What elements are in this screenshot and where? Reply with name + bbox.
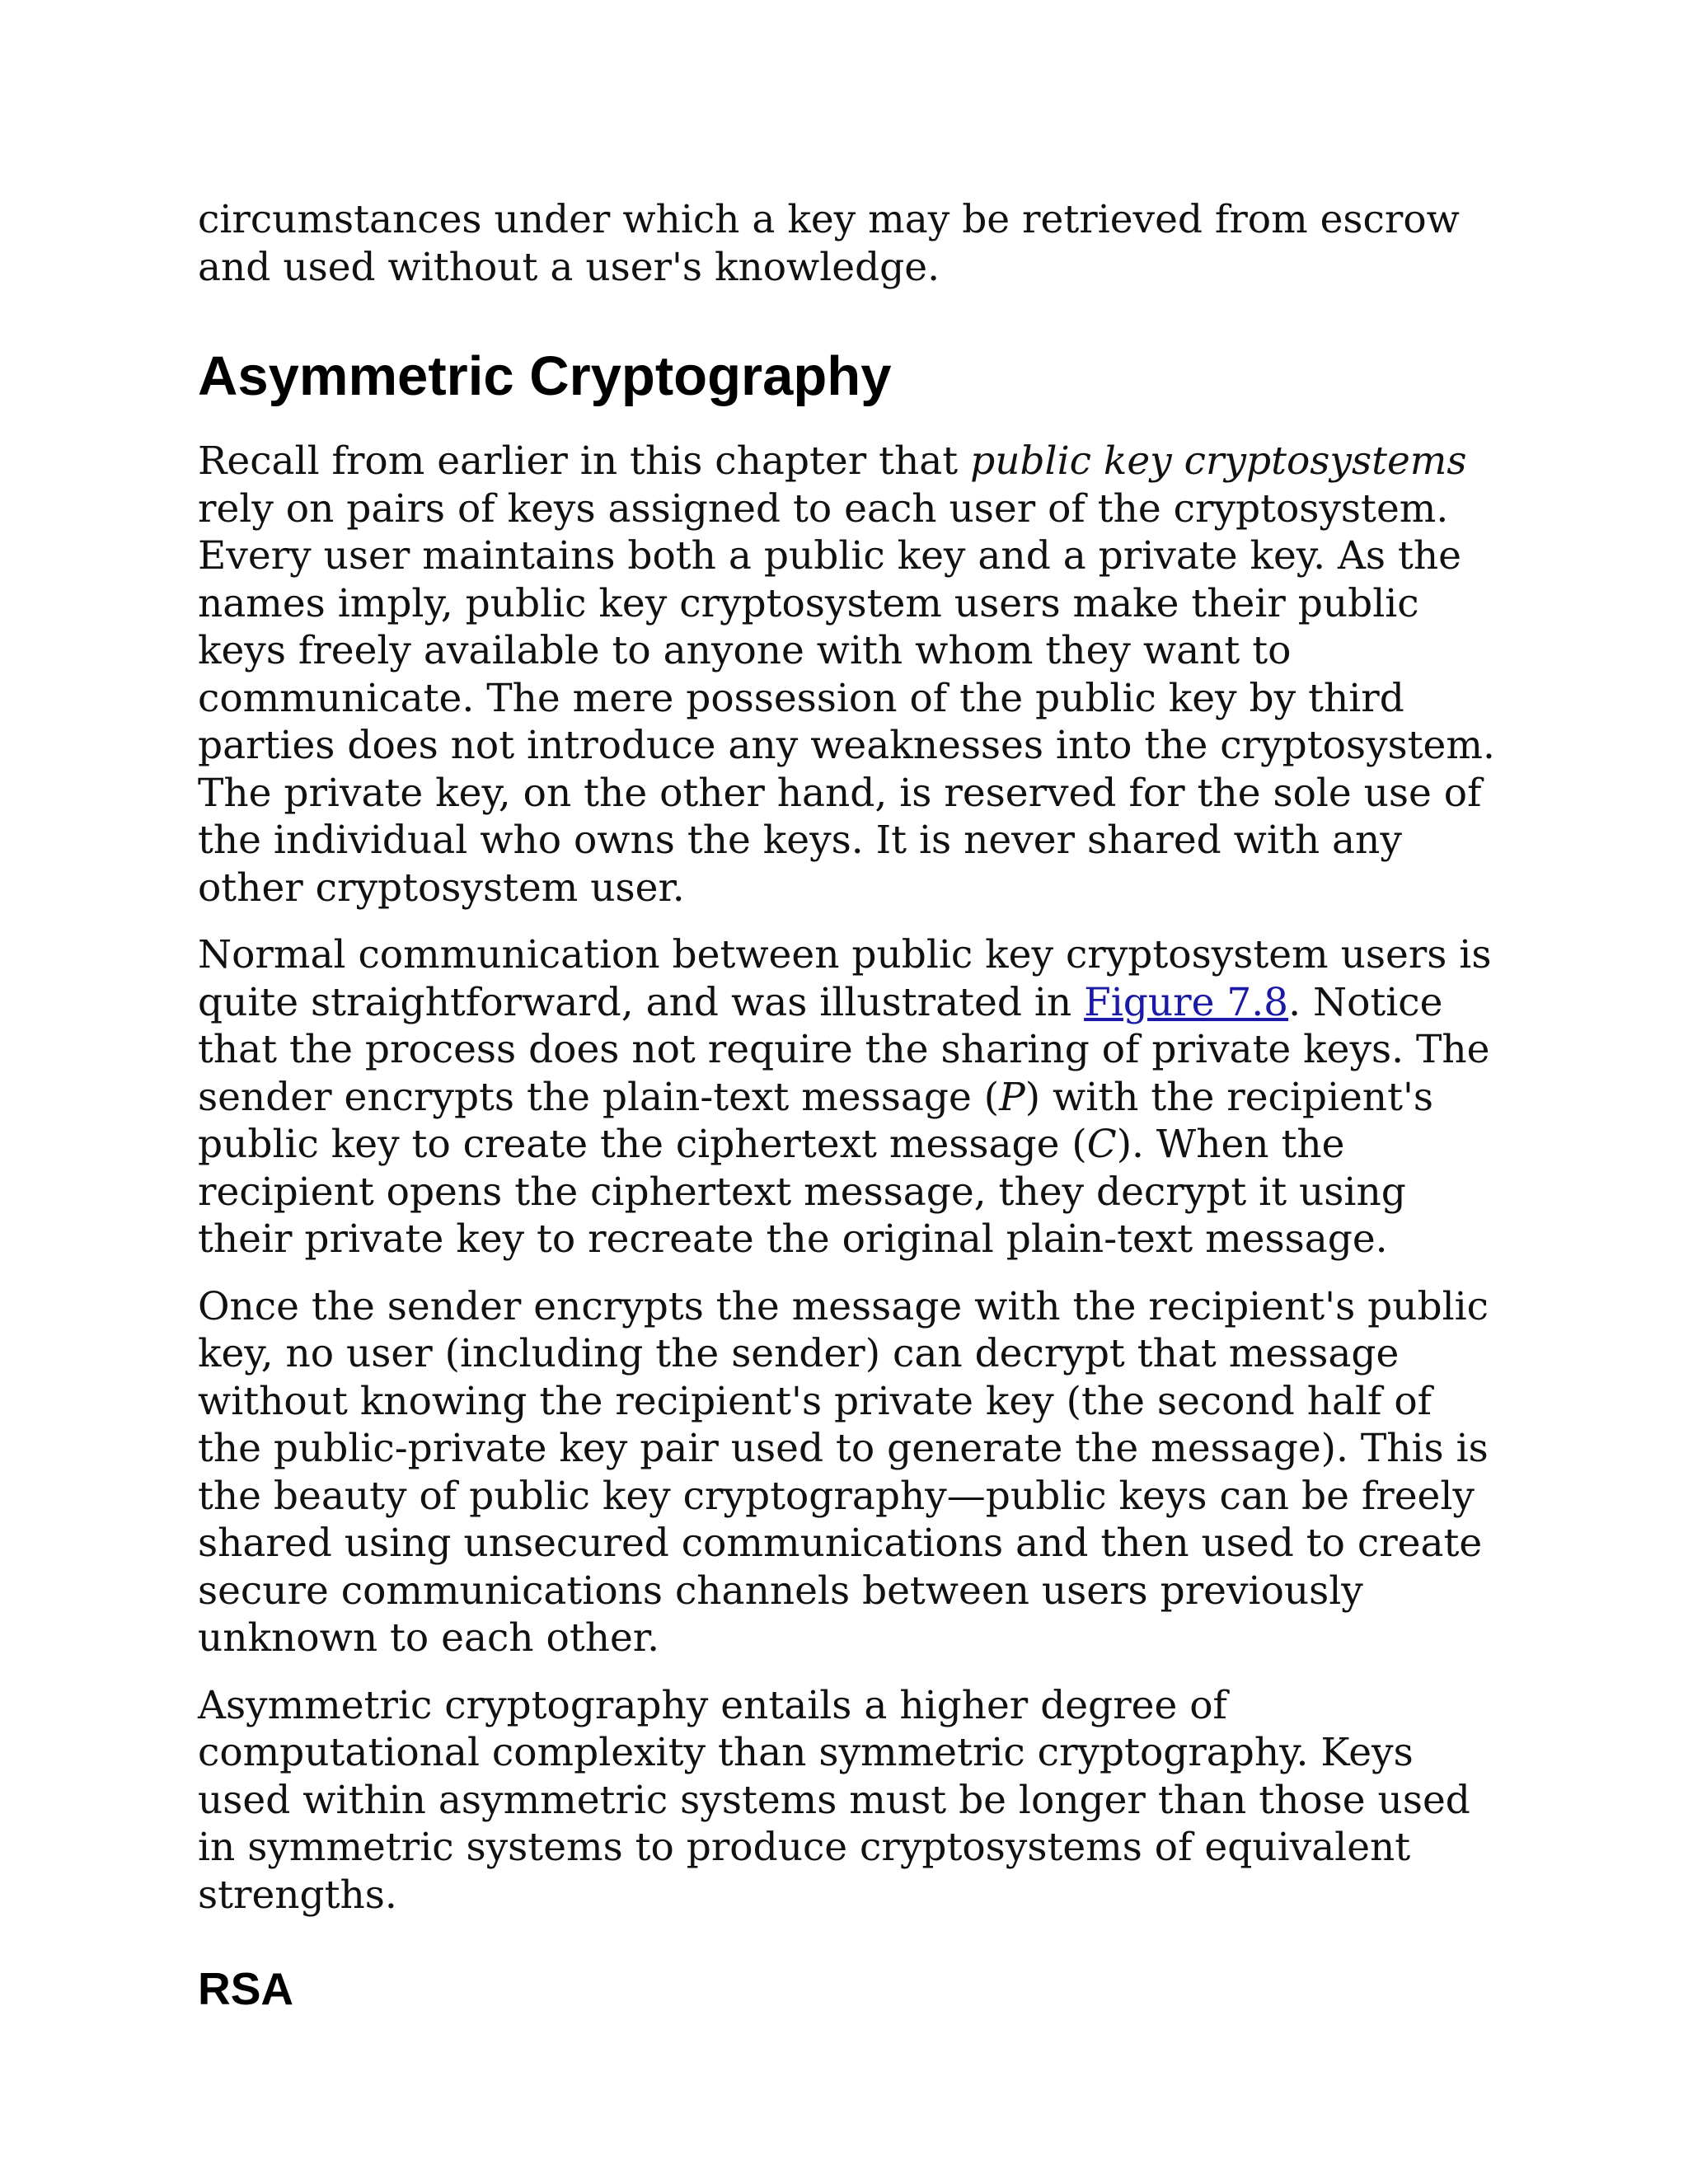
emphasis-term: public key cryptosystems [970,438,1467,484]
paragraph-text: Recall from earlier in this chapter that [198,438,971,484]
subsection-heading: RSA [198,1963,294,2014]
paragraph-public-key-intro [198,438,1500,912]
paragraph-text: Normal communication between public key cryptosystem users is quite straightforward, and was illustrated in [198,932,1492,1025]
continuation-paragraph: circumstances under which a key may be retrieved from escrow and used without a user's knowledge. [198,197,1460,290]
paragraph-text: ) with the recipient's public key to create the ciphertext message ( [198,1074,1434,1167]
paragraph-text: . Notice that the process does not require the sharing of private keys. The sender encrypts the plain-text message ( [198,979,1490,1120]
page-content [198,196,1500,2016]
section-heading: Asymmetric Cryptography [198,345,892,407]
paragraph-text: ). When the recipient opens the ciphertext message, they decrypt it using their private key to recreate the original plain-text message. [198,1122,1406,1262]
paragraph-encryption-beauty: Once the sender encrypts the message with the recipient's public key, no user (including the sender) can decrypt that message without knowing the recipient's private key (the second half of the public-private key pair used to generate the message). This is the beauty of public key cryptography—public keys can be freely shared using unsecured communications and then used to create secure communications channels between users previously unknown to each other. [198,1283,1489,1661]
figure-link[interactable]: Figure 7.8 [1084,979,1289,1025]
paragraph-text: rely on pairs of keys assigned to each user of the cryptosystem. Every user maintains both a public key and a private key. As the names imply, public key cryptosystem users make their public keys freely available to anyone with whom they want to communicate. The mere possession of the public key by third parties does not introduce any weaknesses into the cryptosystem. The private key, on the other hand, is reserved for the sole use of the individual who owns the keys. It is never shared with any other cryptosystem user. [198,485,1495,911]
paragraph-computational-complexity: Asymmetric cryptography entails a higher degree of computational complexity than symmetric cryptography. Keys used within asymmetric systems must be longer than those used in symmetric systems to produce cryptosystems of equivalent strengths. [198,1682,1470,1918]
variable-c: C [1086,1122,1117,1167]
paragraph-normal-communication [198,931,1500,1263]
variable-p: P [999,1074,1025,1120]
